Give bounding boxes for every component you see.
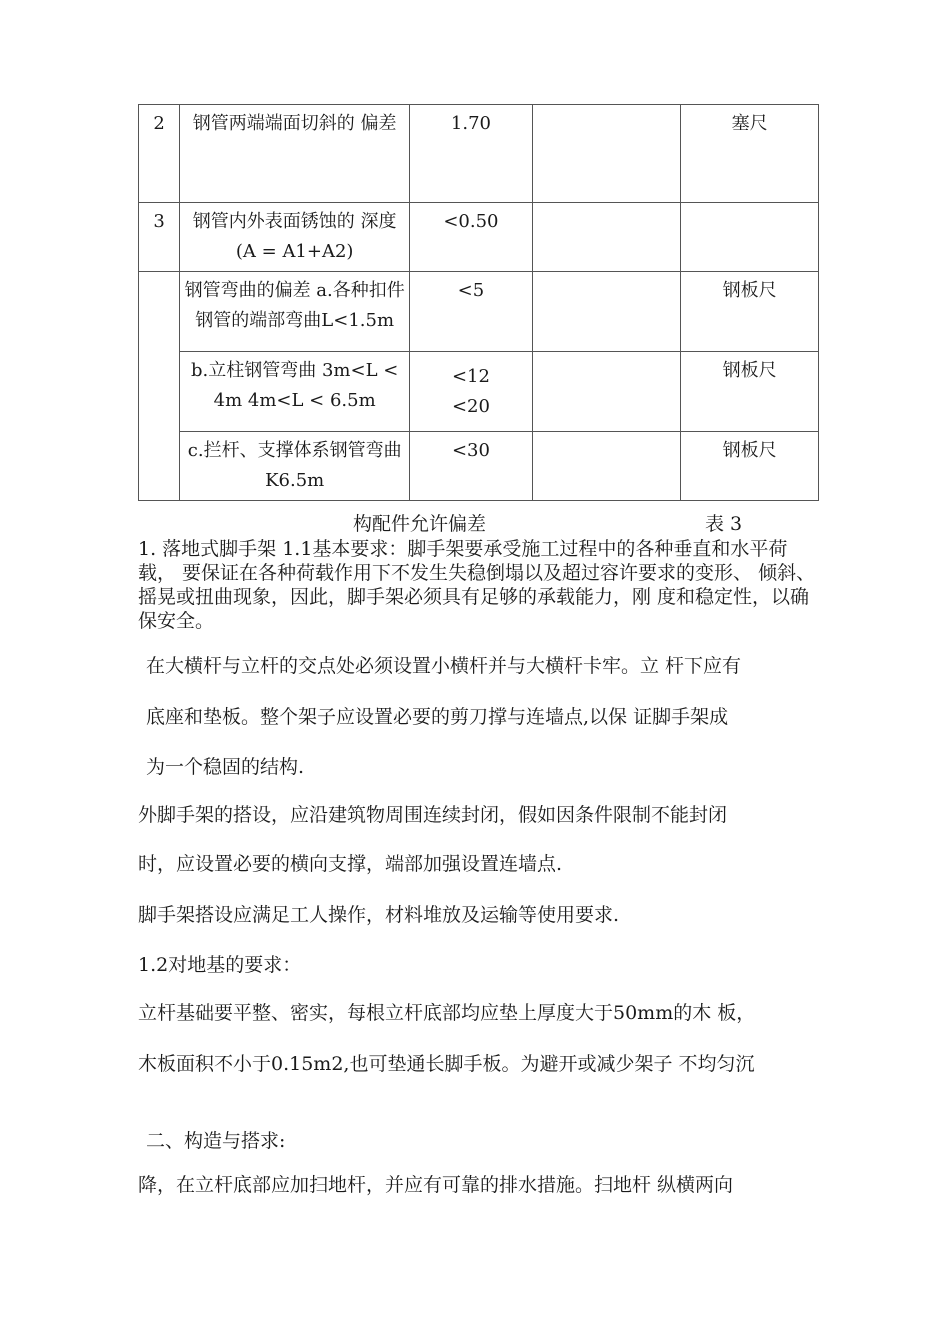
inspection-tool: 塞尺 bbox=[681, 105, 819, 203]
item-description: c.拦杆、支撑体系钢管弯曲K6.5m bbox=[180, 432, 410, 501]
allowed-deviation: <30 bbox=[410, 432, 533, 501]
allowed-deviation: <5 bbox=[410, 272, 533, 352]
text-line: 为一个稳固的结构. bbox=[146, 756, 305, 778]
text-line: 时，应设置必要的横向支撑，端部加强设置连墙点. bbox=[138, 853, 563, 875]
text-line: 立杆基础要平整、密实，每根立杆底部均应垫上厚度大于50mm的木 板， bbox=[138, 1002, 756, 1024]
item-description: 钢管内外表面锈蚀的 深度(A = A1+A2) bbox=[180, 203, 410, 272]
allowed-deviation bbox=[410, 352, 533, 432]
table-row bbox=[139, 432, 819, 501]
empty-cell bbox=[532, 352, 681, 432]
allowed-deviation: <0.50 bbox=[410, 203, 533, 272]
table-caption: 构配件允许偏差 bbox=[353, 513, 487, 535]
table-row bbox=[139, 352, 819, 432]
text-line: 降，在立杆底部应加扫地杆，并应有可靠的排水措施。扫地杆 纵横两向 bbox=[138, 1174, 734, 1196]
inspection-tool: 钢板尺 bbox=[681, 272, 819, 352]
table-row bbox=[139, 105, 819, 203]
table-row bbox=[139, 203, 819, 272]
item-description: 钢管两端端面切斜的 偏差 bbox=[180, 105, 410, 203]
paragraph: 1. 落地式脚手架 1.1基本要求：脚手架要承受施工过程中的各种垂直和水平荷载， 要保证在各种荷载作用下不发生失稳倒塌以及超过容许要求的变形、 倾斜、摇晃或扭曲现象，因此，脚手架必须具有足够的承载能力，刚 度和稳定性，以确保安全。 bbox=[138, 538, 816, 632]
text-line: 在大横杆与立杆的交点处必须设置小横杆并与大横杆卡牢。立 杆下应有 bbox=[146, 655, 742, 677]
item-description: 钢管弯曲的偏差 a.各种扣件钢管的端部弯曲L<1.5m bbox=[180, 272, 410, 352]
empty-cell bbox=[532, 105, 681, 203]
text-line: 木板面积不小于0.15m2,也可垫通长脚手板。为避开或减少架子 不均匀沉 bbox=[138, 1053, 755, 1075]
deviation-value-b: <20 bbox=[451, 395, 490, 417]
item-description: b.立柱钢管弯曲 3m<L < 4m 4m<L < 6.5m bbox=[180, 352, 410, 432]
section-heading: 二、构造与搭求: bbox=[146, 1130, 286, 1152]
empty-cell bbox=[532, 432, 681, 501]
section-heading: 1.2对地基的要求： bbox=[138, 954, 302, 976]
inspection-tool: 钢板尺 bbox=[681, 352, 819, 432]
empty-cell bbox=[532, 203, 681, 272]
deviation-value-a: <12 bbox=[451, 365, 490, 387]
table-label: 表 3 bbox=[705, 513, 743, 535]
text-line: 外脚手架的搭设，应沿建筑物周围连续封闭，假如因条件限制不能封闭 bbox=[138, 804, 728, 826]
empty-cell bbox=[532, 272, 681, 352]
inspection-tool bbox=[681, 203, 819, 272]
table-row bbox=[139, 272, 819, 352]
text-line: 底座和垫板。整个架子应设置必要的剪刀撑与连墙点,以保 证脚手架成 bbox=[146, 706, 729, 728]
row-number: 3 bbox=[139, 203, 180, 272]
deviation-table bbox=[138, 104, 819, 501]
row-number-merged bbox=[139, 272, 180, 501]
row-number: 2 bbox=[139, 105, 180, 203]
text-line: 脚手架搭设应满足工人操作，材料堆放及运输等使用要求. bbox=[138, 904, 620, 926]
inspection-tool: 钢板尺 bbox=[681, 432, 819, 501]
allowed-deviation: 1.70 bbox=[410, 105, 533, 203]
